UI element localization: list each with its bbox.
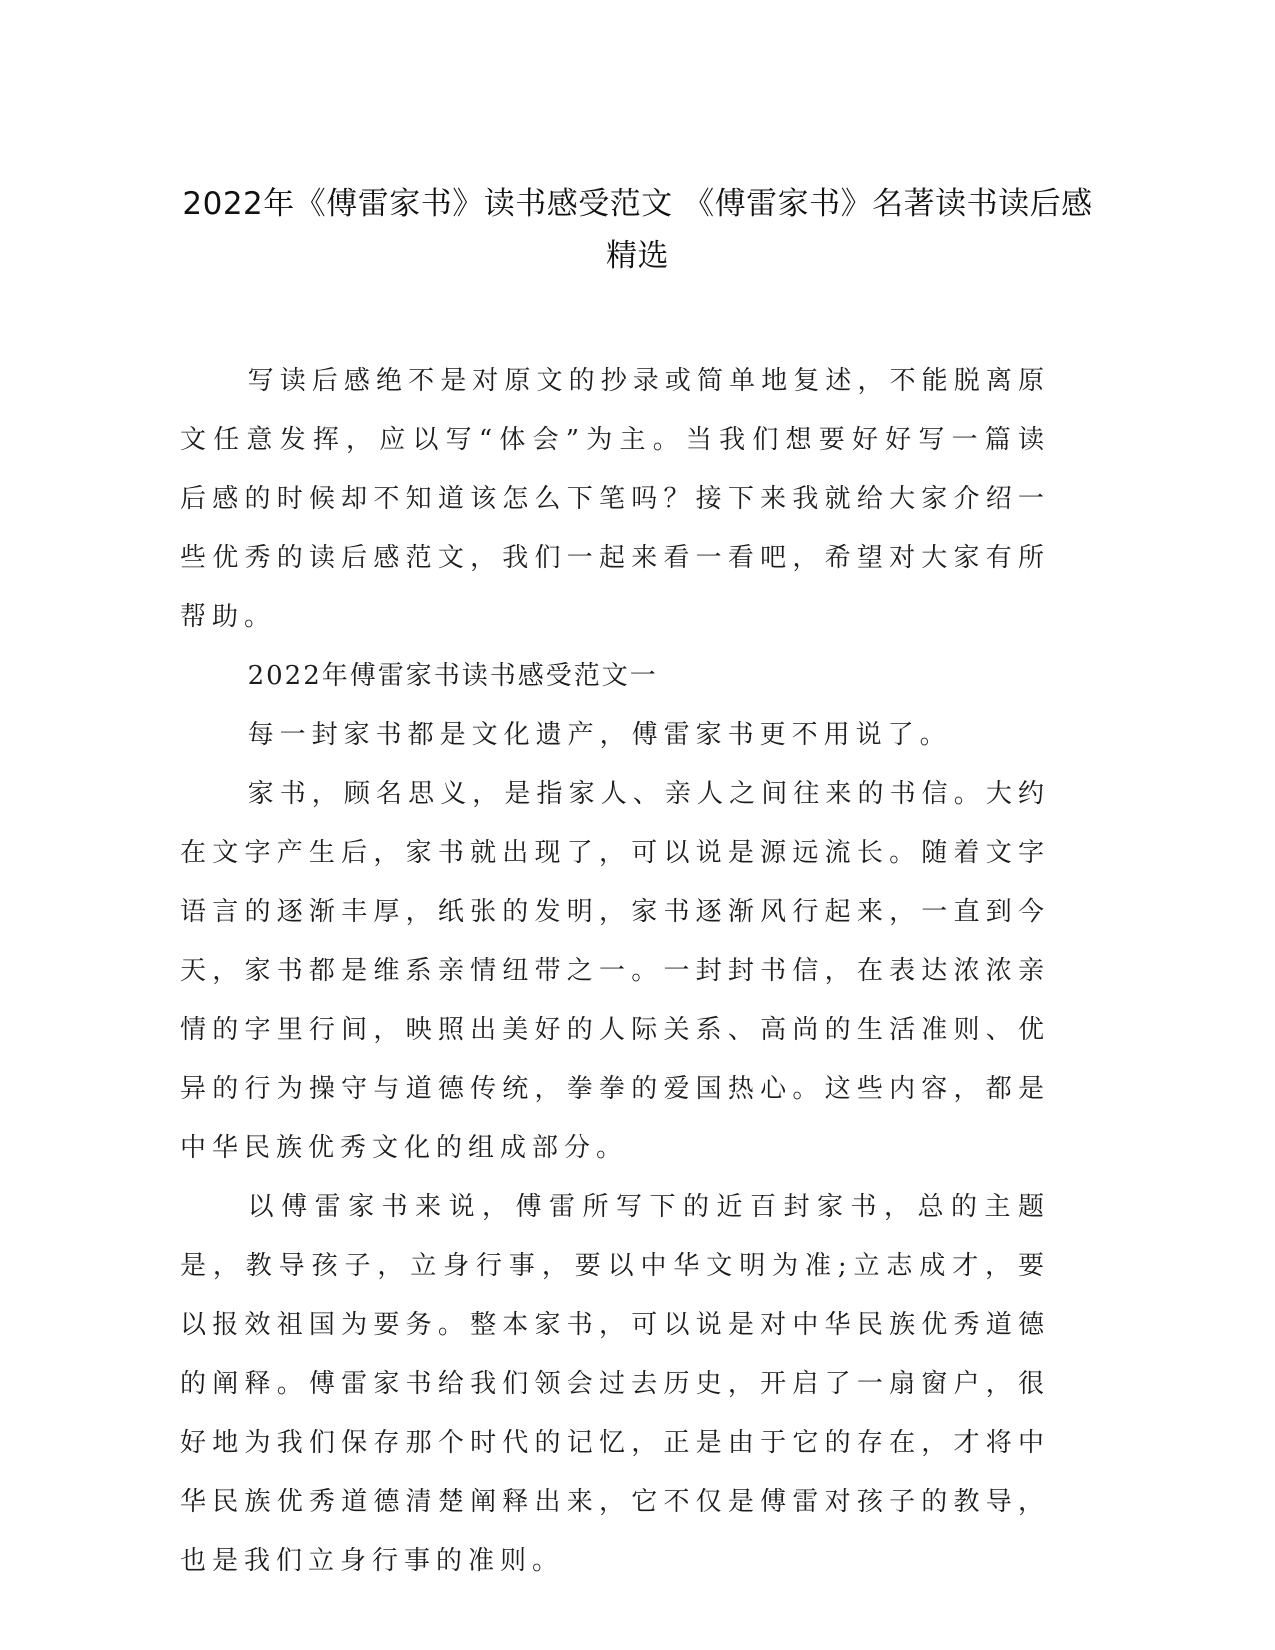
body-paragraph: 以傅雷家书来说，傅雷所写下的近百封家书，总的主题是，教导孩子，立身行事，要以中华文明为准;立志成才，要以报效祖国为要务。整本家书，可以说是对中华民族优秀道德的阐释。傅雷家书给我们领会过去历史，开启了一扇窗户，很好地为我们保存那个时代的记忆，正是由于它的存在，才将中华民族优秀道德清楚阐释出来，它不仅是傅雷对孩子的教导，也是我们立身行事的准则。	[180, 1192, 1050, 1576]
body-paragraph: 家书，顾名思义，是指家人、亲人之间往来的书信。大约在文字产生后，家书就出现了，可以说是源远流长。随着文字语言的逐渐丰厚，纸张的发明，家书逐渐风行起来，一直到今天，家书都是维系亲情纽带之一。一封封书信，在表达浓浓亲情的字里行间，映照出美好的人际关系、高尚的生活准则、优异的行为操守与道德传统，拳拳的爱国热心。这些内容，都是中华民族优秀文化的组成部分。	[180, 779, 1050, 1163]
intro-paragraph: 写读后感绝不是对原文的抄录或简单地复述，不能脱离原文任意发挥，应以写“体会”为主。当我们想要好好写一篇读后感的时候却不知道该怎么下笔吗？接下来我就给大家介绍一些优秀的读后感范文，我们一起来看一看吧，希望对大家有所帮助。	[180, 366, 1050, 632]
body-paragraph: 每一封家书都是文化遗产，傅雷家书更不用说了。	[247, 720, 952, 750]
section-heading: 2022年傅雷家书读书感受范文一	[247, 661, 658, 691]
document-body	[180, 352, 1050, 1591]
document-title: 2022年《傅雷家书》读书感受范文 《傅雷家书》名著读书读后感精选	[182, 186, 1093, 274]
